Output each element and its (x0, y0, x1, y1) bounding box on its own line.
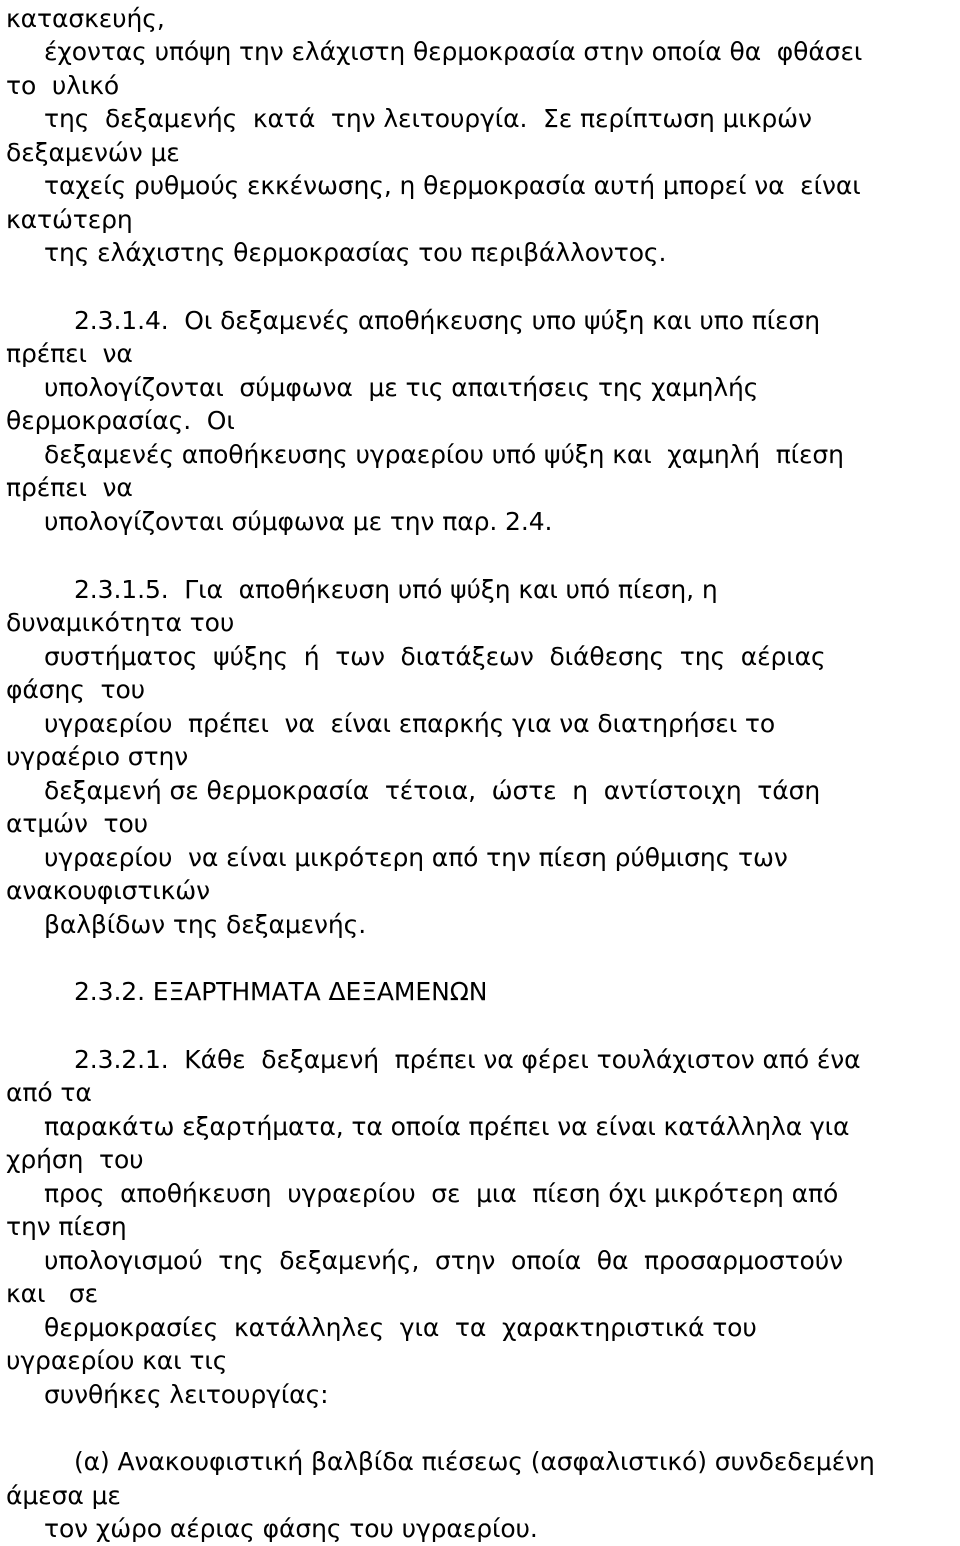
text-line: βαλβίδων της δεξαμενής. (44, 910, 367, 939)
text-line: πρέπει να (6, 339, 133, 368)
text-line: δυναμικότητα του (6, 608, 235, 637)
text-line: δεξαμενών με (6, 138, 180, 167)
text-line: υγραέριο στην (6, 742, 189, 771)
text-line: υπολογίζονται σύμφωνα με την παρ. 2.4. (44, 507, 553, 536)
text-line: υγραερίου να είναι μικρότερη από την πίεση ρύθμισης των (44, 843, 788, 872)
text-line: την πίεση (6, 1212, 127, 1241)
text-line: από τα (6, 1078, 92, 1107)
section-title: 2.3.2. ΕΞΑΡΤΗΜΑΤΑ ΔΕΞΑΜΕΝΩΝ (74, 977, 488, 1006)
section-heading: 2.3.1.4. Οι δεξαμενές αποθήκευσης υπο ψύξη και υπο πίεση (74, 306, 820, 335)
text-line: παρακάτω εξαρτήματα, τα οποία πρέπει να είναι κατάλληλα για (44, 1112, 850, 1141)
text-line: κατασκευής, (6, 4, 165, 33)
text-line: πρέπει να (6, 473, 133, 502)
text-line: ατμών του (6, 809, 149, 838)
section-heading: 2.3.2.1. Κάθε δεξαμενή πρέπει να φέρει τουλάχιστον από ένα (74, 1045, 861, 1074)
text-line: ταχείς ρυθμούς εκκένωσης, η θερμοκρασία αυτή μπορεί να είναι (44, 171, 861, 200)
list-item-heading: (α) Ανακουφιστική βαλβίδα πιέσεως (ασφαλιστικό) συνδεδεμένη (74, 1447, 875, 1476)
text-line: το υλικό (6, 71, 120, 100)
text-line: φάσης του (6, 675, 146, 704)
text-line: χρήση του (6, 1145, 144, 1174)
text-line: και σε (6, 1279, 99, 1308)
text-line: άμεσα με (6, 1481, 121, 1510)
text-line: συστήματος ψύξης ή των διατάξεων διάθεσης της αέριας (44, 642, 826, 671)
text-line: ανακουφιστικών (6, 876, 210, 905)
text-line: υπολογίζονται σύμφωνα με τις απαιτήσεις της χαμηλής (44, 373, 759, 402)
text-line: προς αποθήκευση υγραερίου σε μια πίεση όχι μικρότερη από (44, 1179, 839, 1208)
text-line: της ελάχιστης θερμοκρασίας του περιβάλλοντος. (44, 238, 667, 267)
text-line: θερμοκρασίας. Οι (6, 406, 235, 435)
text-line: υπολογισμού της δεξαμενής, στην οποία θα προσαρμοστούν (44, 1246, 843, 1275)
text-line: κατώτερη (6, 205, 133, 234)
text-line: συνθήκες λειτουργίας: (44, 1380, 329, 1409)
section-heading: 2.3.1.5. Για αποθήκευση υπό ψύξη και υπό πίεση, η (74, 575, 718, 604)
text-line: τον χώρο αέριας φάσης του υγραερίου. (44, 1514, 538, 1543)
text-line: της δεξαμενής κατά την λειτουργία. Σε περίπτωση μικρών (44, 104, 812, 133)
text-line: δεξαμενές αποθήκευσης υγραερίου υπό ψύξη και χαμηλή πίεση (44, 440, 844, 469)
text-line: έχοντας υπόψη την ελάχιστη θερμοκρασία στην οποία θα φθάσει (44, 37, 863, 66)
text-line: υγραερίου και τις (6, 1346, 228, 1375)
text-line: δεξαμενή σε θερμοκρασία τέτοια, ώστε η αντίστοιχη τάση (44, 776, 821, 805)
text-line: υγραερίου πρέπει να είναι επαρκής για να διατηρήσει το (44, 709, 776, 738)
text-line: θερμοκρασίες κατάλληλες για τα χαρακτηριστικά του (44, 1313, 757, 1342)
